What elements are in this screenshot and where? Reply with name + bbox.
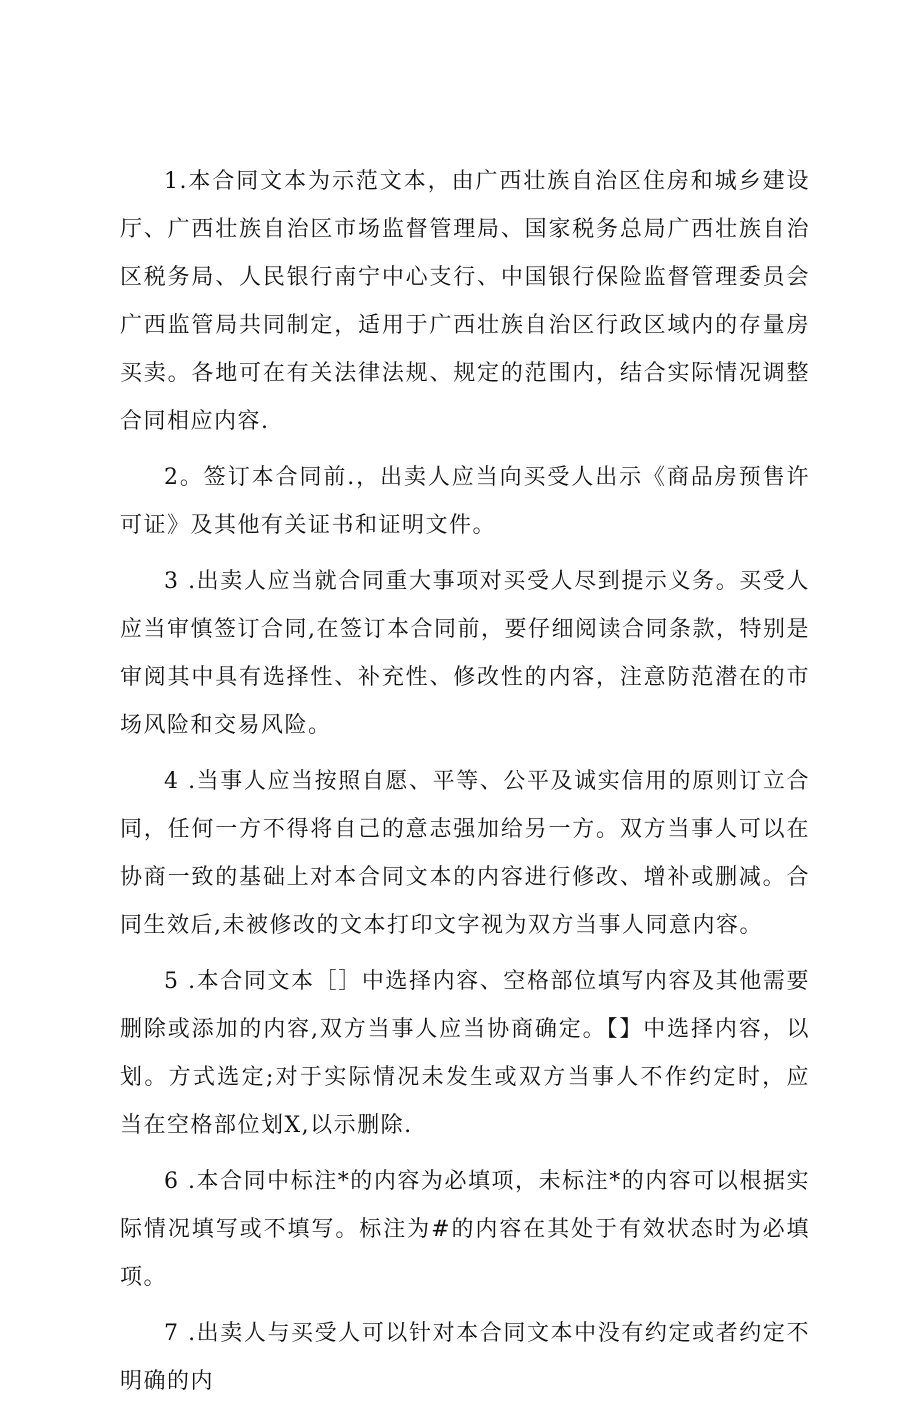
paragraph-1: 1.本合同文本为示范文本，由广西壮族自治区住房和城乡建设厅、广西壮族自治区市场监督管理局、国家税务总局广西壮族自治区税务局、人民银行南宁中心支行、中国银行保险监督管理委员会广西监管局共同制定，适用于广西壮族自治区行政区域内的存量房买卖。各地可在有关法律法规、规定的范围内，结合实际情况调整合同相应内容. <box>120 169 810 434</box>
document-body <box>120 158 810 1406</box>
paragraph-6: 6 .本合同中标注*的内容为必填项，未标注*的内容可以根据实际情况填写或不填写。标注为#的内容在其处于有效状态时为必填项。 <box>120 1169 810 1290</box>
paragraph-7: 7 .出卖人与买受人可以针对本合同文本中没有约定或者约定不明确的内 <box>120 1321 810 1394</box>
paragraph-3: 3 .出卖人应当就合同重大事项对买受人尽到提示义务。买受人应当审慎签订合同,在签订本合同前，要仔细阅读合同条款，特别是审阅其中具有选择性、补充性、修改性的内容，注意防范潜在的市场风险和交易风险。 <box>120 569 810 738</box>
paragraph-5: 5 .本合同文本［］中选择内容、空格部位填写内容及其他需要删除或添加的内容,双方当事人应当协商确定。【】中选择内容，以划。方式选定;对于实际情况未发生或双方当事人不作约定时，应当在空格部位划X,以示删除. <box>120 969 810 1138</box>
paragraph-2: 2。签订本合同前.，出卖人应当向买受人出示《商品房预售许可证》及其他有关证书和证明文件。 <box>120 465 810 538</box>
paragraph-4: 4 .当事人应当按照自愿、平等、公平及诚实信用的原则订立合同，任何一方不得将自己的意志强加给另一方。双方当事人可以在协商一致的基础上对本合同文本的内容进行修改、增补或删减。合同生效后,未被修改的文本打印文字视为双方当事人同意内容。 <box>120 769 810 938</box>
